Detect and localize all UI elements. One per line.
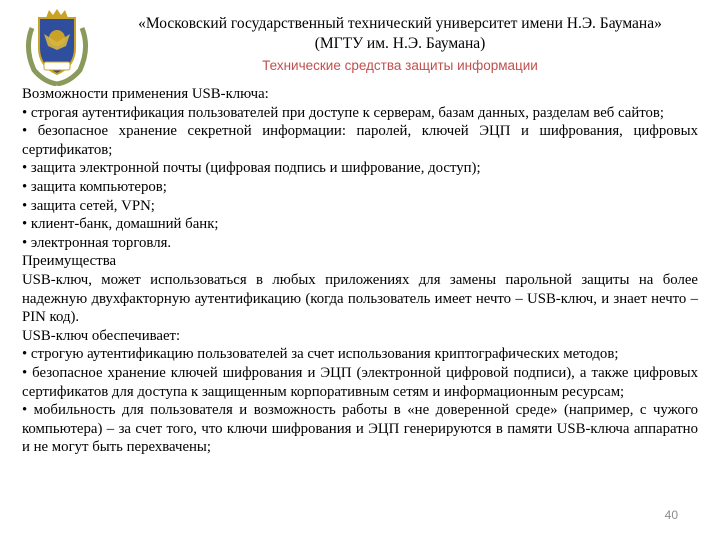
bullet-item: • строгая аутентификация пользователей при доступе к серверам, базам данных, разделам веб сайтов; xyxy=(22,104,665,121)
slide-header xyxy=(100,10,700,76)
page-number: 40 xyxy=(664,508,678,522)
university-abbreviation: (МГТУ им. Н.Э. Баумана) xyxy=(314,35,486,52)
slide-body xyxy=(22,85,698,457)
bmstu-crest-icon xyxy=(22,8,92,86)
bullet-item: • защита компьютеров; xyxy=(22,178,167,195)
bullet-item: • электронная торговля. xyxy=(22,234,172,251)
bullet-item: • мобильность для пользователя и возможность работы в «не доверенной среде» (например, с чужого компьютера) – за счет того, что ключи шифрования и ЭЦП генерируются в памяти USB-ключа аппаратно и не могут быть перехвачены; xyxy=(22,402,698,456)
bullet-item: • безопасное хранение секретной информации: паролей, ключей ЭЦП и шифрования, цифровых сертификатов; xyxy=(22,123,698,158)
body-paragraph: Возможности применения USB-ключа: xyxy=(22,86,269,102)
course-title: Технические средства защиты информации xyxy=(262,58,538,73)
bullet-item: • клиент-банк, домашний банк; xyxy=(22,216,219,233)
bullet-item: • строгую аутентификацию пользователей за счет использования криптографических методов; xyxy=(22,346,619,363)
bullet-item: • безопасное хранение ключей шифрования и ЭЦП (электронной цифровой подписи), а также цифровых сертификатов для доступа к защищенным корпоративным сетям и информационным ресурсам; xyxy=(22,364,698,400)
bullet-item: • защита электронной почты (цифровая подпись и шифрование, доступ); xyxy=(22,160,481,177)
university-name: «Московский государственный технический университет имени Н.Э. Баумана» xyxy=(138,15,662,32)
body-paragraph: USB-ключ обеспечивает: xyxy=(22,327,181,344)
body-paragraph: USB-ключ, может использоваться в любых приложениях для замены парольной защиты на более надежную двухфакторную аутентификацию (когда пользователь имеет нечто – USB-ключ, и знает нечто – PIN код). xyxy=(22,271,698,326)
section-heading: Преимущества xyxy=(22,253,117,270)
bullet-item: • защита сетей, VPN; xyxy=(22,197,155,214)
